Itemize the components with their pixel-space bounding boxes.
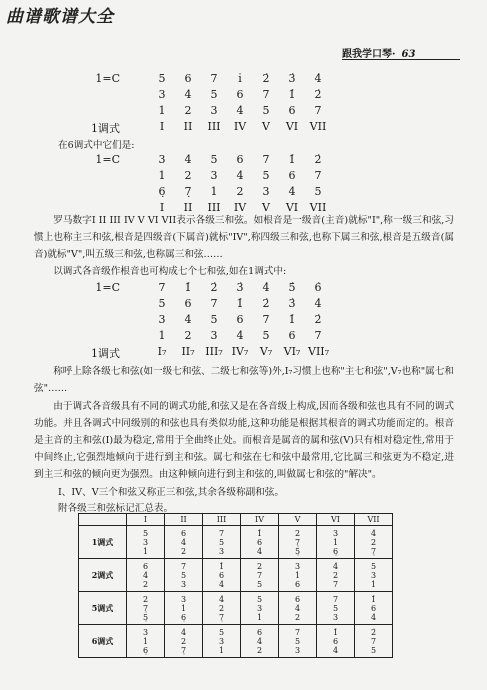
- table-row: [79, 526, 393, 559]
- grid-cell: 7: [210, 72, 218, 85]
- grid-cell: 3: [210, 169, 218, 182]
- table-note: 2: [256, 645, 263, 655]
- table-cell: [203, 559, 241, 592]
- grid-cell: 6: [288, 104, 296, 117]
- grid-row-label: 1=C: [95, 153, 120, 166]
- grid-cell: VII: [309, 120, 327, 133]
- grid-cell: 4̇: [314, 72, 322, 85]
- grid-cell: 1̇: [288, 313, 296, 326]
- grid-cell: 7: [314, 329, 322, 342]
- grid-cell: V₇: [259, 345, 273, 358]
- table-note: 5: [218, 627, 225, 637]
- table-note: 7̣: [142, 603, 149, 613]
- table-note: 5: [218, 537, 225, 547]
- table-cell: [203, 592, 241, 625]
- grid-cell: 2̇: [210, 281, 218, 294]
- grid-cell: VI: [285, 120, 299, 133]
- table-note: 7: [294, 627, 301, 637]
- grid-cell: 5: [262, 169, 270, 182]
- table-note: 5: [332, 603, 339, 613]
- table-corner-cell: [79, 514, 127, 526]
- table-note: 4: [180, 537, 187, 547]
- table-header-cell: VI: [317, 514, 355, 526]
- table-cell: [165, 526, 203, 559]
- table-cell: [279, 625, 317, 658]
- table-note: 7̣: [180, 645, 187, 655]
- table-note: 6: [332, 636, 339, 646]
- table-note: 1: [370, 579, 377, 589]
- running-head: [342, 45, 415, 60]
- table-note: 3: [180, 594, 187, 604]
- table-cell: [279, 526, 317, 559]
- table-note: 6̣: [180, 612, 187, 622]
- table-header-row: [79, 514, 393, 526]
- grid-cell: 2̇: [314, 88, 322, 101]
- table-note: 2: [142, 594, 149, 604]
- running-head-title: 跟我学口琴·: [342, 49, 396, 60]
- table-header-cell: II: [165, 514, 203, 526]
- grid-cell: 5: [210, 313, 218, 326]
- table-row: [79, 592, 393, 625]
- table-note: 1̇: [370, 594, 377, 604]
- paragraph-function: 由于调式各音级具有不同的调式功能,和弦又是在各音级上构成,因而各级和弦也具有不同的调式功能。并且各调式中同级别的和弦也具有类似功能,这种功能是根据其根音的调式功能而定的。根音是主音的主和弦(I)最为稳定,常用于全曲终止处。而根音是属音的属和弦(V)只有相对稳定性,常用于中间终止,它强烈地倾向于进行到主和弦。属七和弦在七和弦中最常用,它比属三和弦更为不稳定,进到主三和弦的倾向更为强烈。由这种倾向进行到主和弦的,叫做属七和弦的"解决"。: [34, 401, 454, 480]
- table-note: 6: [142, 561, 149, 571]
- table-note: 5̣: [294, 546, 301, 556]
- grid-cell: 2̇: [262, 297, 270, 310]
- grid-cell: IV: [233, 201, 247, 214]
- table-note: 1: [294, 570, 301, 580]
- grid-cell: 4: [236, 329, 244, 342]
- table-row-label: 2调式: [79, 559, 127, 592]
- grid-cell: 4̇: [262, 281, 270, 294]
- grid-cell: 1: [158, 104, 166, 117]
- grid-cell: 4: [288, 185, 296, 198]
- table-note: 2: [370, 537, 377, 547]
- table-note: 6: [256, 627, 263, 637]
- grid-cell: 3̇: [288, 72, 296, 85]
- grid-cell: 5: [262, 329, 270, 342]
- book-title: 曲谱歌谱大全: [6, 7, 114, 27]
- table-note: 1̇: [256, 528, 263, 538]
- table-cell: [317, 526, 355, 559]
- table-cell: [127, 592, 165, 625]
- table-cell: [241, 625, 279, 658]
- grid-cell: 7̣: [184, 185, 192, 198]
- grid-cell: 2: [184, 329, 192, 342]
- grid-cell: 2: [184, 104, 192, 117]
- grid-cell: VI₇: [283, 345, 301, 358]
- grid-cell: 3: [158, 153, 166, 166]
- paragraph-seventh-names: 称呼上除各级七和弦(如一级七和弦、二级七和弦等)外,I₇习惯上也称"主七和弦",V₇也称"属七和弦"……: [34, 366, 454, 394]
- grid-cell: 7: [262, 153, 270, 166]
- table-note: 1̇: [218, 561, 225, 571]
- table-row-label: 6调式: [79, 625, 127, 658]
- grid-cell: 3: [262, 185, 270, 198]
- table-note: 3: [142, 627, 149, 637]
- table-note: 4: [256, 636, 263, 646]
- table-note: 3: [294, 561, 301, 571]
- table-row-label: 5调式: [79, 592, 127, 625]
- grid-cell: 6: [288, 169, 296, 182]
- table-note: 6: [180, 528, 187, 538]
- table-header-cell: V: [279, 514, 317, 526]
- grid-cell: 1̇: [236, 297, 244, 310]
- grid-cell: VI: [285, 201, 299, 214]
- grid-row-label: 1=C: [95, 72, 120, 85]
- table-cell: [127, 526, 165, 559]
- grid-cell: III: [207, 120, 221, 133]
- grid-cell: 3̇: [236, 281, 244, 294]
- grid-cell: III₇: [205, 345, 223, 358]
- grid-cell: 1: [158, 329, 166, 342]
- table-note: 5: [370, 645, 377, 655]
- grid-cell: i̇: [238, 72, 242, 85]
- table-note: 2: [180, 636, 187, 646]
- table-note: 5: [180, 570, 187, 580]
- grid-cell: 2: [184, 169, 192, 182]
- table-cell: [355, 526, 393, 559]
- table-note: 4: [370, 612, 377, 622]
- grid-cell: 6: [236, 88, 244, 101]
- table-cell: [355, 592, 393, 625]
- table-note: 6: [218, 570, 225, 580]
- grid-cell: 2̇: [314, 313, 322, 326]
- grid-cell: V: [262, 120, 270, 133]
- grid-cell: 6: [236, 153, 244, 166]
- grid-cell: 2̇: [314, 153, 322, 166]
- table-note: 1: [332, 537, 339, 547]
- table-note: 5: [256, 594, 263, 604]
- grid-cell: 1̇: [288, 88, 296, 101]
- table-note: 2: [332, 570, 339, 580]
- grid-cell: 6: [184, 72, 192, 85]
- table-row: [79, 559, 393, 592]
- triad-summary-table: [78, 513, 393, 658]
- grid-cell: I: [159, 120, 165, 133]
- header-rule: [342, 59, 460, 60]
- table-note: 7̣: [370, 546, 377, 556]
- grid-cell: 6̣: [158, 185, 166, 198]
- grid-cell: V: [262, 201, 270, 214]
- table-note: 1: [218, 645, 225, 655]
- table-note: 7: [332, 579, 339, 589]
- table-note: 4: [180, 627, 187, 637]
- table-note: 5: [256, 579, 263, 589]
- table-header-cell: VII: [355, 514, 393, 526]
- grid-cell: 3: [210, 329, 218, 342]
- grid-row-label: 1=C: [95, 281, 120, 294]
- table-cell: [165, 559, 203, 592]
- table-note: 1: [142, 636, 149, 646]
- text-table-caption: 附各级三和弦标记汇总表。: [58, 503, 174, 514]
- table-cell: [241, 559, 279, 592]
- table-note: 6: [294, 579, 301, 589]
- table-note: 2: [294, 612, 301, 622]
- table-note: 1: [180, 603, 187, 613]
- table-note: 6: [256, 537, 263, 547]
- table-row-label: 1调式: [79, 526, 127, 559]
- table-note: 3: [256, 603, 263, 613]
- grid-cell: 3: [158, 313, 166, 326]
- grid-cell: 6: [236, 313, 244, 326]
- grid-cell: 7: [262, 88, 270, 101]
- table-note: 6̣: [142, 645, 149, 655]
- grid-cell: 1: [210, 185, 218, 198]
- grid-cell: 3̇: [288, 297, 296, 310]
- grid-cell: II: [183, 120, 193, 133]
- table-note: 5: [294, 636, 301, 646]
- paragraph-roman-numerals: 罗马数字I II III IV V VI VII表示各级三和弦。如根音是一级音(主音)就标"I",称一级三和弦,习惯上也称主三和弦,根音是四级音(下属音)就标"IV",称四级三和弦,也称下属三和弦,根音是五级音(属音)就标"V",叫五级三和弦,也称属三和弦……: [34, 215, 454, 260]
- table-note: 4: [294, 603, 301, 613]
- grid-cell: 3: [158, 88, 166, 101]
- table-note: 4: [218, 594, 225, 604]
- table-cell: [317, 592, 355, 625]
- table-cell: [355, 559, 393, 592]
- grid-cell: 5̇: [288, 281, 296, 294]
- table-note: 5̣: [142, 612, 149, 622]
- table-note: 1: [256, 612, 263, 622]
- table-row: [79, 625, 393, 658]
- table-note: 4: [218, 579, 225, 589]
- table-cell: [279, 559, 317, 592]
- table-note: 2: [256, 561, 263, 571]
- table-note: 7: [256, 570, 263, 580]
- table-cell: [203, 625, 241, 658]
- table-note: 7: [180, 561, 187, 571]
- grid-cell: II: [183, 201, 193, 214]
- table-note: 2: [294, 528, 301, 538]
- paragraph-seventh-intro: 以调式各音级作根音也可构成七个七和弦,如在1调式中:: [53, 266, 287, 277]
- table-cell: [317, 625, 355, 658]
- grid-row-label: 1调式: [91, 347, 120, 360]
- table-header-cell: IV: [241, 514, 279, 526]
- table-note: 5: [370, 561, 377, 571]
- table-cell: [355, 625, 393, 658]
- table-note: 2: [142, 579, 149, 589]
- table-note: 4: [332, 561, 339, 571]
- table-note: 3: [332, 612, 339, 622]
- table-note: 4: [370, 528, 377, 538]
- grid-cell: 1̇: [184, 281, 192, 294]
- table-note: 2: [218, 603, 225, 613]
- grid-cell: 1: [158, 169, 166, 182]
- table-note: 7̣: [218, 612, 225, 622]
- table-note: 1: [142, 546, 149, 556]
- table-note: 3: [294, 645, 301, 655]
- table-cell: [127, 559, 165, 592]
- table-cell: [317, 559, 355, 592]
- table-note: 4: [256, 546, 263, 556]
- table-note: 4: [142, 570, 149, 580]
- grid-cell: 2: [236, 185, 244, 198]
- table-note: 2̇: [370, 627, 377, 637]
- table-note: 6: [370, 603, 377, 613]
- table-cell: [241, 526, 279, 559]
- grid-cell: 4: [184, 153, 192, 166]
- grid-cell: 7: [314, 169, 322, 182]
- grid-cell: 5: [158, 297, 166, 310]
- table-note: 1̇: [332, 627, 339, 637]
- grid-cell: I: [159, 201, 165, 214]
- table-header-cell: I: [127, 514, 165, 526]
- table-cell: [165, 625, 203, 658]
- grid-cell: 4̇: [314, 297, 322, 310]
- table-note: 3: [332, 528, 339, 538]
- grid-cell: 4: [236, 104, 244, 117]
- page-number: 63: [401, 49, 416, 60]
- text-in-6-mode: 在6调式中它们是:: [58, 140, 135, 151]
- grid-cell: IV₇: [231, 345, 249, 358]
- table-note: 4: [332, 645, 339, 655]
- table-cell: [127, 625, 165, 658]
- table-note: 3: [180, 579, 187, 589]
- grid-cell: IV: [233, 120, 247, 133]
- table-note: 7: [332, 594, 339, 604]
- grid-cell: 5: [210, 153, 218, 166]
- grid-cell: 6: [288, 329, 296, 342]
- table-note: 3: [370, 570, 377, 580]
- grid-cell: 7: [210, 297, 218, 310]
- text-primary-triads: I、IV、V三个和弦又称正三和弦,其余各级称副和弦。: [58, 487, 284, 498]
- grid-cell: 7: [158, 281, 166, 294]
- grid-cell: 2̇: [262, 72, 270, 85]
- table-note: 5: [142, 528, 149, 538]
- table-note: 3: [218, 546, 225, 556]
- grid-cell: 4: [184, 313, 192, 326]
- table-note: 2: [180, 546, 187, 556]
- table-note: 6̣: [332, 546, 339, 556]
- grid-cell: 5: [210, 88, 218, 101]
- grid-cell: III: [207, 201, 221, 214]
- grid-cell: 1̇: [288, 153, 296, 166]
- grid-cell: 5: [262, 104, 270, 117]
- grid-cell: II₇: [181, 345, 195, 358]
- table-note: 7: [218, 528, 225, 538]
- grid-cell: 6: [184, 297, 192, 310]
- table-note: 7̣: [294, 537, 301, 547]
- grid-cell: 5: [158, 72, 166, 85]
- table-cell: [165, 592, 203, 625]
- grid-cell: 7: [314, 104, 322, 117]
- table-note: 3: [142, 537, 149, 547]
- table-note: 3: [218, 636, 225, 646]
- table-cell: [203, 526, 241, 559]
- grid-cell: 7: [262, 313, 270, 326]
- table-note: 6: [294, 594, 301, 604]
- grid-cell: VII₇: [308, 345, 330, 358]
- grid-cell: VII: [309, 201, 327, 214]
- table-header-cell: III: [203, 514, 241, 526]
- table-cell: [279, 592, 317, 625]
- grid-cell: I₇: [157, 345, 167, 358]
- grid-cell: 6̇: [314, 281, 322, 294]
- table-body: [79, 526, 393, 658]
- grid-cell: 4: [236, 169, 244, 182]
- grid-cell: 3: [210, 104, 218, 117]
- grid-cell: 4: [184, 88, 192, 101]
- table-cell: [241, 592, 279, 625]
- table-note: 7: [370, 636, 377, 646]
- grid-row-label: 1调式: [91, 122, 120, 135]
- grid-cell: 5: [314, 185, 322, 198]
